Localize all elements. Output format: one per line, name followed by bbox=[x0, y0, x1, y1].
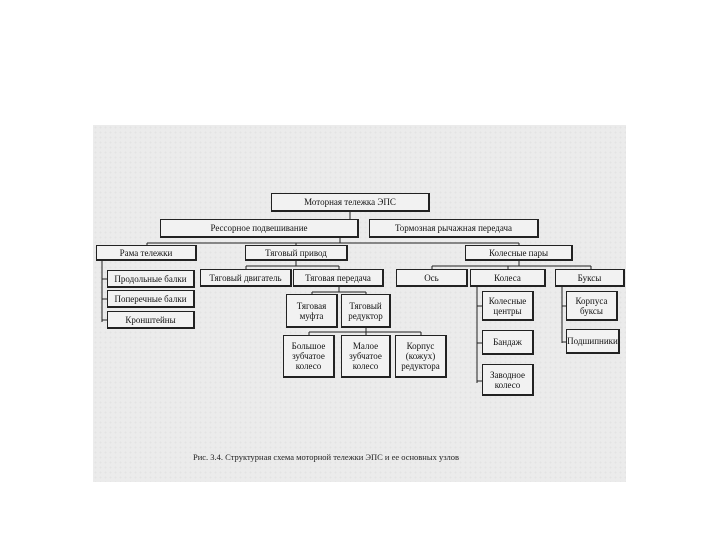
wheel-pairs-box: Колесные пары bbox=[465, 245, 573, 261]
traction-drive-box: Тяговый привод bbox=[245, 245, 348, 261]
traction-gear-box: Тяговая передача bbox=[293, 269, 384, 287]
wheels-box: Колеса bbox=[470, 269, 546, 287]
bearings-box: Подшипники bbox=[566, 329, 620, 354]
axle-boxes-box: Буксы bbox=[555, 269, 625, 287]
wheel-centers-box: Колесные центры bbox=[482, 291, 534, 321]
longitudinal-beams-box: Продольные балки bbox=[107, 270, 195, 288]
root-motor-bogie-box: Моторная тележка ЭПС bbox=[271, 193, 430, 212]
axle-box: Ось bbox=[396, 269, 468, 287]
small-gear-box: Малое зубчатое колесо bbox=[341, 335, 391, 378]
spring-suspension-box: Рессорное подвешивание bbox=[160, 219, 359, 238]
traction-coupling-box: Тяговая муфта bbox=[286, 294, 338, 328]
transverse-beams-box: Поперечные балки bbox=[107, 290, 195, 308]
tire-box: Бандаж bbox=[482, 330, 534, 355]
reducer-housing-box: Корпус (кожух) редуктора bbox=[395, 335, 447, 378]
axle-box-housings-box: Корпуса буксы bbox=[566, 291, 618, 321]
traction-motor-box: Тяговый двигатель bbox=[200, 269, 292, 287]
big-gear-box: Большое зубчатое колесо bbox=[283, 335, 335, 378]
tire-ring-box: Заводное колесо bbox=[482, 364, 534, 396]
brackets-box: Кронштейны bbox=[107, 311, 195, 329]
traction-reducer-box: Тяговый редуктор bbox=[341, 294, 391, 328]
brake-linkage-box: Тормозная рычажная передача bbox=[369, 219, 539, 238]
figure-caption: Рис. 3.4. Структурная схема моторной тележки ЭПС и ее основных узлов bbox=[193, 452, 460, 462]
bogie-frame-box: Рама тележки bbox=[96, 245, 197, 261]
